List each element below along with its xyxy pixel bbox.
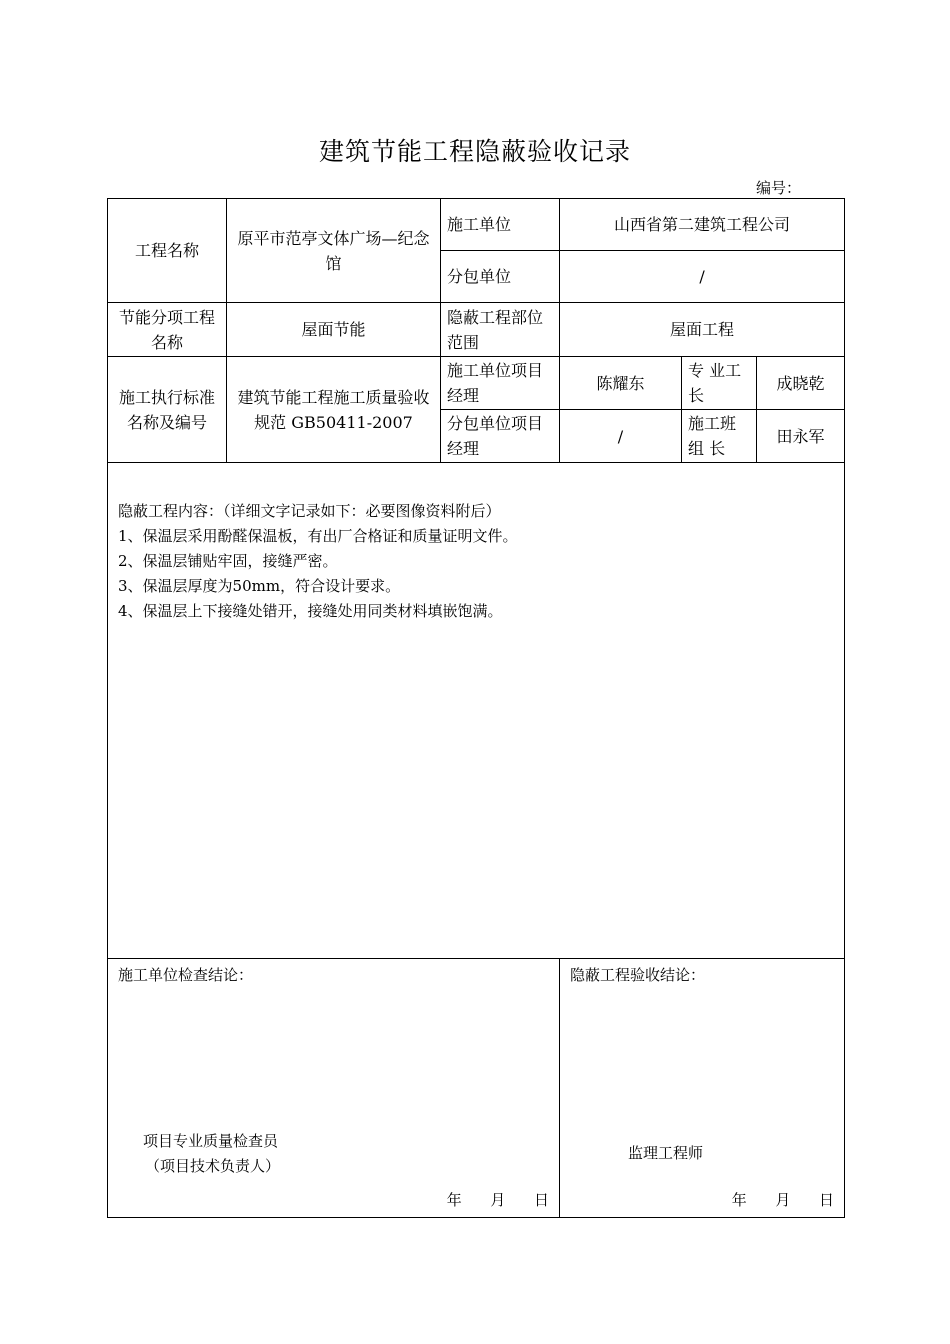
sub-pm-value: / xyxy=(560,410,682,463)
inspector-line-1: 项目专业质量检查员 xyxy=(143,1132,279,1150)
contractor-label: 施工单位 xyxy=(441,199,560,251)
standard-label: 施工执行标准名称及编号 xyxy=(108,357,227,463)
contractor-value: 山西省第二建筑工程公司 xyxy=(560,199,845,251)
supervisor-date: 年 月 日 xyxy=(731,1191,835,1209)
project-name-value: 原平市范亭文体广场—纪念馆 xyxy=(227,199,441,303)
content-item: 1、保温层采用酚醛保温板，有出厂合格证和质量证明文件。 xyxy=(118,527,518,545)
record-table xyxy=(107,198,845,1218)
contractor-pm-value: 陈耀东 xyxy=(560,357,682,410)
sub-item-value: 屋面节能 xyxy=(227,303,441,357)
page-title: 建筑节能工程隐蔽验收记录 xyxy=(318,137,631,166)
sub-pm-label: 分包单位项目经理 xyxy=(441,410,560,463)
hidden-work-conclusion xyxy=(560,959,845,1218)
team-leader-value: 田永军 xyxy=(757,410,845,463)
hidden-conclusion-heading: 隐蔽工程验收结论： xyxy=(570,966,706,984)
supervisor-signature-label: 监理工程师 xyxy=(628,1144,704,1162)
content-item: 4、保温层上下接缝处错开，接缝处用同类材料填嵌饱满。 xyxy=(118,602,503,620)
serial-number-label: 编号： xyxy=(756,179,802,197)
team-leader-label: 施工班组 长 xyxy=(682,410,757,463)
content-item: 3、保温层厚度为50mm，符合设计要求。 xyxy=(118,577,401,595)
project-name-label: 工程名称 xyxy=(108,199,227,303)
content-item: 2、保温层铺贴牢固，接缝严密。 xyxy=(118,552,338,570)
contractor-date: 年 月 日 xyxy=(446,1191,549,1209)
contractor-pm-label: 施工单位项目经理 xyxy=(441,357,560,410)
subcontractor-label: 分包单位 xyxy=(441,251,560,303)
content-heading: 隐蔽工程内容：（详细文字记录如下：必要图像资料附后） xyxy=(118,502,501,520)
sub-item-label: 节能分项工程名称 xyxy=(108,303,227,357)
foreman-label: 专 业工 长 xyxy=(682,357,757,410)
hidden-scope-value: 屋面工程 xyxy=(560,303,845,357)
subcontractor-value: / xyxy=(560,251,845,303)
contractor-conclusion xyxy=(108,959,560,1218)
inspector-signature-label xyxy=(143,1129,280,1179)
foreman-value: 成晓乾 xyxy=(757,357,845,410)
inspector-line-2: （项目技术负责人） xyxy=(145,1157,281,1175)
hidden-work-content xyxy=(108,463,845,959)
hidden-scope-label: 隐蔽工程部位范围 xyxy=(441,303,560,357)
standard-value: 建筑节能工程施工质量验收规范 GB50411-2007 xyxy=(227,357,441,463)
contractor-conclusion-heading: 施工单位检查结论： xyxy=(118,966,254,984)
